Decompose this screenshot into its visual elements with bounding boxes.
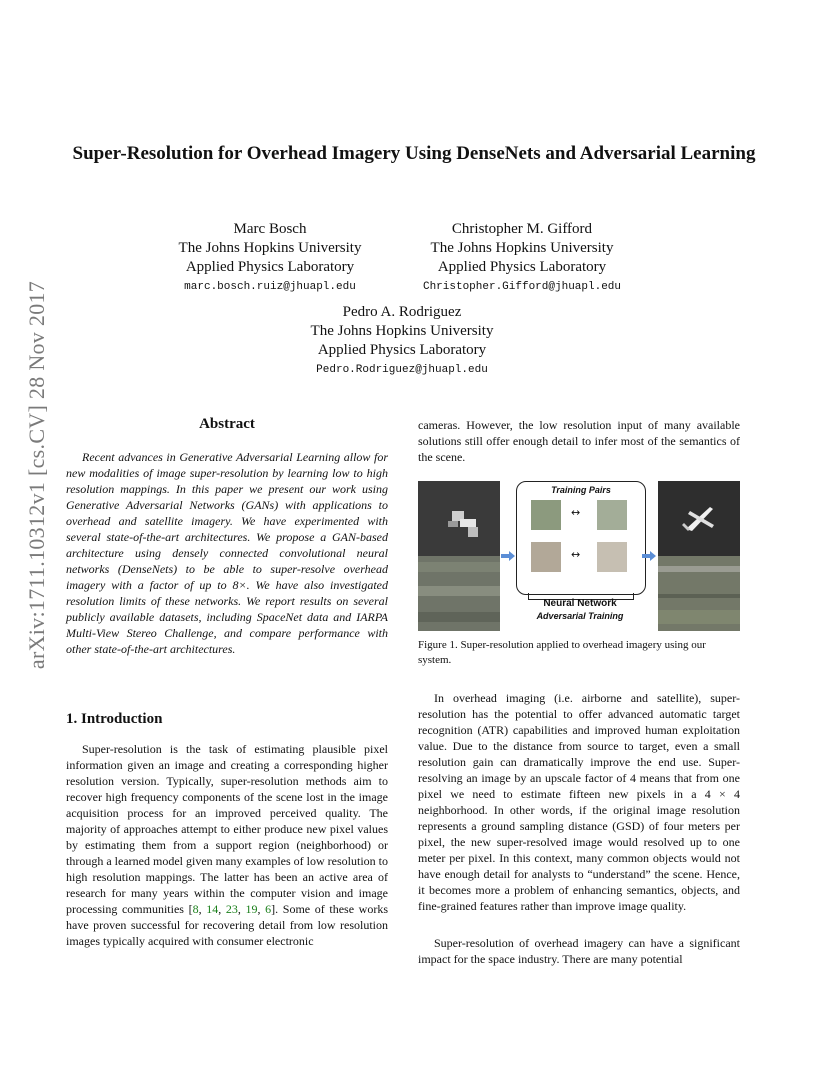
neural-network-label	[516, 598, 644, 622]
super-resolved-aircraft-region	[658, 481, 740, 556]
author-email: marc.bosch.ruiz@jhuapl.edu	[184, 281, 356, 293]
citation-link[interactable]: 8	[192, 902, 199, 916]
training-pairs-label: Training Pairs	[551, 485, 611, 495]
right-column-continuation: cameras. However, the low resolution input of many available solutions still offer enough detail to infer most of the semantics of the scene.	[418, 418, 740, 464]
low-res-aircraft-region	[418, 481, 500, 556]
super-resolved-image	[658, 481, 740, 631]
arxiv-identifier: arXiv:1711.10312v1 [cs.CV] 28 Nov 2017	[24, 280, 49, 670]
author-block-2	[402, 220, 642, 297]
citation-link[interactable]: 6	[265, 902, 272, 916]
author-email: Pedro.Rodriguez@jhuapl.edu	[316, 364, 488, 376]
neural-network-title: Neural Network	[543, 598, 617, 609]
pair-arrow-icon: ↔	[571, 506, 581, 519]
figure-caption: Figure 1. Super-resolution applied to overhead imagery using our system.	[418, 639, 706, 666]
arxiv-identifier-margin	[20, 270, 54, 680]
author-name: Marc Bosch	[233, 221, 307, 237]
abstract-heading: Abstract	[199, 416, 255, 432]
author-affiliation: The Johns Hopkins University	[430, 240, 614, 256]
training-low-res-thumbnail	[531, 542, 561, 572]
pair-arrow-icon: ↔	[571, 548, 581, 561]
author-name: Pedro A. Rodriguez	[342, 304, 462, 320]
low-resolution-image	[418, 481, 500, 631]
paper-title: Super-Resolution for Overhead Imagery Using DenseNets and Adversarial Learning	[72, 143, 756, 164]
figure-1	[418, 481, 740, 631]
author-block-1	[150, 220, 390, 297]
citation-link[interactable]: 23	[225, 902, 238, 916]
training-high-res-thumbnail	[597, 542, 627, 572]
author-block-3	[282, 303, 522, 380]
author-affiliation: Applied Physics Laboratory	[437, 259, 607, 275]
author-affiliation: The Johns Hopkins University	[178, 240, 362, 256]
citation-link[interactable]: 14	[206, 902, 219, 916]
arrow-right-icon	[501, 551, 515, 561]
low-res-ground-region	[418, 556, 500, 631]
arrow-right-icon	[642, 551, 656, 561]
right-paragraph-1: In overhead imaging (i.e. airborne and satellite), super-resolution has the potential to offer advanced automatic target recognition (ATR) capabilities and improved human exploitation value. Due to the distance from source to target, even a small resolution gain can dramatically improve the end use. Super-resolving an image by an upscale factor of 4 means that from one pixel we need to estimate fifteen new pixels in a 4 × 4 neighborhood. In other words, if the original image resolution represents a ground sampling distance (GSD) of four meters per pixel, the new super-resolved image would resolved up to one meter per pixel. In this context, many common objects would not have enough detail for analysts to “understand” the scene. Hence, it becomes more a problem of enhancing semantics, objects, and fine-grained features rather than improve image quality.	[418, 691, 740, 913]
training-low-res-thumbnail	[531, 500, 561, 530]
author-name: Christopher M. Gifford	[451, 221, 593, 237]
introduction-paragraph: Super-resolution is the task of estimating plausible pixel information given an image and creating a corresponding higher resolution version. Typically, super-resolution methods aim to recover high frequency components of the scene lost in the image acquisition process for an improved perceived quality. The majority of approaches attempt to either produce new pixel values by estimating them from a support region (neighborhood) or through a learned model given many examples of low resolution to high resolution mappings. The latter has been an active area of research for many years within the computer vision and image processing communities [8, 14, 23, 19, 6]. Some of these works have proven successful for recovering detail from low resolution images typically acquired with consumer electronic	[66, 742, 389, 948]
adversarial-training-subtitle: Adversarial Training	[536, 611, 624, 621]
author-affiliation: Applied Physics Laboratory	[317, 342, 487, 358]
aircraft-icon	[680, 503, 720, 533]
introduction-heading: 1. Introduction	[66, 711, 163, 727]
training-high-res-thumbnail	[597, 500, 627, 530]
citation-link[interactable]: 19	[245, 902, 258, 916]
super-resolved-ground-region	[658, 556, 740, 631]
author-affiliation: The Johns Hopkins University	[310, 323, 494, 339]
abstract-text: Recent advances in Generative Adversarial Learning allow for new modalities of image super-resolution by learning low to high resolution mappings. In this paper we present our work using Generative Adversarial Networks (GANs) with applications to overhead and satellite imagery. We have experimented with several state-of-the-art architectures. We propose a GAN-based architecture using densely connected convolutional neural networks (DenseNets) to be able to super-resolve overhead imagery with a factor of up to 8×. We have also investigated resolution limits of these networks. We report results on several publicly available datasets, including SpaceNet data and IARPA Multi-View Stereo Challenge, and compare performance with other state-of-the-art architectures.	[66, 450, 388, 656]
author-email: Christopher.Gifford@jhuapl.edu	[422, 281, 622, 293]
intro-text-part: ]. Some of these works have proven successful for recovering detail from low resolution images typically acquired with consumer electronic	[66, 902, 389, 948]
right-paragraph-2: Super-resolution of overhead imagery can have a significant impact for the space industry. There are many potential	[418, 936, 740, 966]
training-pairs-box	[516, 481, 646, 595]
intro-text-part: Super-resolution is the task of estimating plausible pixel information given an image and creating a corresponding higher resolution version. Typically, super-resolution methods aim to recover high frequency components of the scene lost in the image acquisition process for an improved perceived quality. The majority of approaches attempt to either produce new pixel values by estimating them from a support region (neighborhood) or through a learned model given many examples of low resolution to high resolution mappings. The latter has been an active area of research for many years within the computer vision and image processing communities [	[66, 742, 388, 916]
author-affiliation: Applied Physics Laboratory	[185, 259, 355, 275]
